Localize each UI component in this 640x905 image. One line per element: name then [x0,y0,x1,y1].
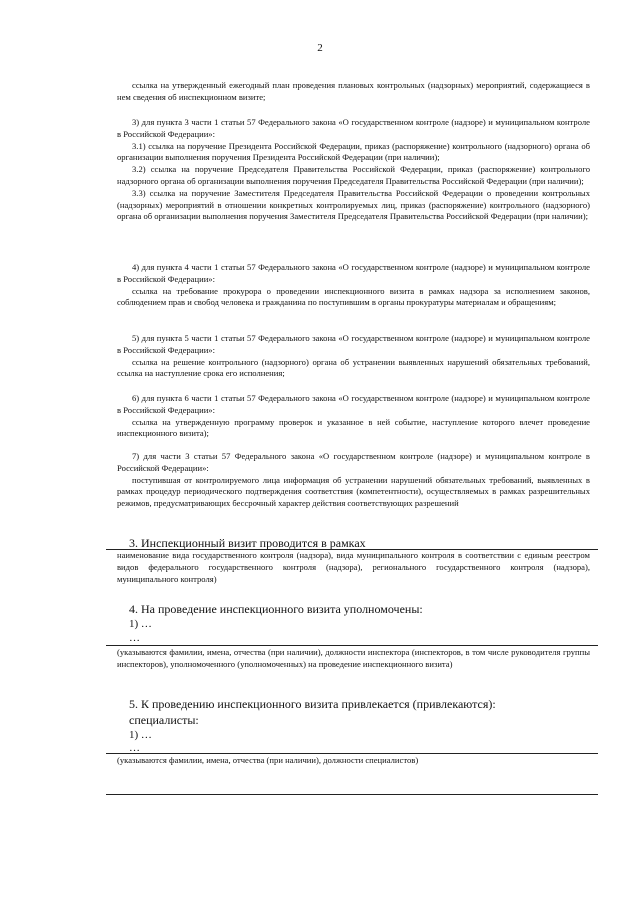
section-4-caption: (указываются фамилии, имена, отчества (при наличии), должности инспектора (инспекторов, в том числе руководителя группы инспекторов), уполномоченного (уполномоченных) на проведение инспекционного визита) [117,647,590,669]
item-4 [117,262,590,309]
item-6-head: 6) для пункта 6 части 1 статьи 57 Федерального закона «О государственном контроле (надзоре) и муниципальном контроле в Российской Федерации»: [117,393,590,415]
section-5-line-1: 1) … [129,729,152,741]
page-number: 2 [317,42,323,54]
item-7 [117,451,590,510]
item-5-body: ссылка на решение контрольного (надзорного) органа об устранении выявленных нарушений обязательных требований, ссылка на наступление срока его исполнения; [117,356,590,379]
section-4-line-2: … [129,632,140,644]
bottom-rule [106,794,598,795]
item-3-head: 3) для пункта 3 части 1 статьи 57 Федерального закона «О государственном контроле (надзоре) и муниципальном контроле в Российской Федерации»: [117,117,590,139]
section-3-caption: наименование вида государственного контроля (надзора), вида муниципального контроля в соответствии с единым реестром видов федерального государственного контроля (надзора), регионального государственного контроля (надзора), муниципального контроля) [117,550,590,584]
section-5-caption: (указываются фамилии, имена, отчества (при наличии), должности специалистов) [117,755,419,765]
section-5-sub: специалисты: [129,713,199,727]
section-4-rule [106,645,598,646]
section-5-line-2: … [129,742,140,754]
intro-text: ссылка на утвержденный ежегодный план проведения плановых контрольных (надзорных) мероприятий, содержащиеся в нем сведения об инспекционном визите; [117,80,590,102]
item-4-body: ссылка на требование прокурора о проведении инспекционного визита в рамках надзора за исполнением законов, соблюдением прав и свобод человека и гражданина по поступившим в органы прокуратуры материалам и обращениям; [117,285,590,308]
item-7-head: 7) для части 3 статьи 57 Федерального закона «О государственном контроле (надзоре) и муниципальном контроле в Российской Федерации»: [117,451,590,473]
section-3-heading: 3. Инспекционный визит проводится в рамках [129,536,366,550]
item-4-head: 4) для пункта 4 части 1 статьи 57 Федерального закона «О государственном контроле (надзоре) и муниципальном контроле в Российской Федерации»: [117,262,590,284]
item-7-body: поступившая от контролируемого лица информация об устранении нарушений обязательных требований, выявленных в рамках процедур периодического подтверждения соответствия (компетентности), осуществляемых в рамках разрешительных режимов, предусматривающих бессрочный характер действия соответствующих разрешений [117,474,590,509]
section-5-rule [106,753,598,754]
item-3 [117,117,590,223]
item-3-2: 3.2) ссылка на поручение Председателя Правительства Российской Федерации, приказ (распоряжение) контрольного надзорного органа об организации выполнения поручения Председателя Правительства Российской Федерации (при наличии); [117,164,590,186]
item-6-body: ссылка на утвержденную программу проверок и указанное в ней событие, наступление которого влечет проведение инспекционного визита); [117,416,590,439]
intro-paragraph [117,80,590,104]
item-6 [117,393,590,440]
section-4-line-1: 1) … [129,618,152,630]
section-4-heading: 4. На проведение инспекционного визита уполномочены: [129,602,423,616]
section-5-heading: 5. К проведению инспекционного визита привлекается (привлекаются): [129,697,496,711]
item-3-1: 3.1) ссылка на поручение Президента Российской Федерации, приказ (распоряжение) контрольного (надзорного) органа об организации выполнения поручения Президента Российской Федерации (при наличии); [117,140,590,163]
item-3-3: 3.3) ссылка на поручение Заместителя Председателя Правительства Российской Федерации о проведении контрольных (надзорных) мероприятий в отношении конкретных контролируемых лиц, приказ (распоряжение) контрольного (надзорного) органа об организации выполнения поручения Заместителя Председателя Правительства Российской Федерации (при наличии); [117,187,590,222]
item-5-head: 5) для пункта 5 части 1 статьи 57 Федерального закона «О государственном контроле (надзоре) и муниципальном контроле в Российской Федерации»: [117,333,590,355]
item-5 [117,333,590,380]
